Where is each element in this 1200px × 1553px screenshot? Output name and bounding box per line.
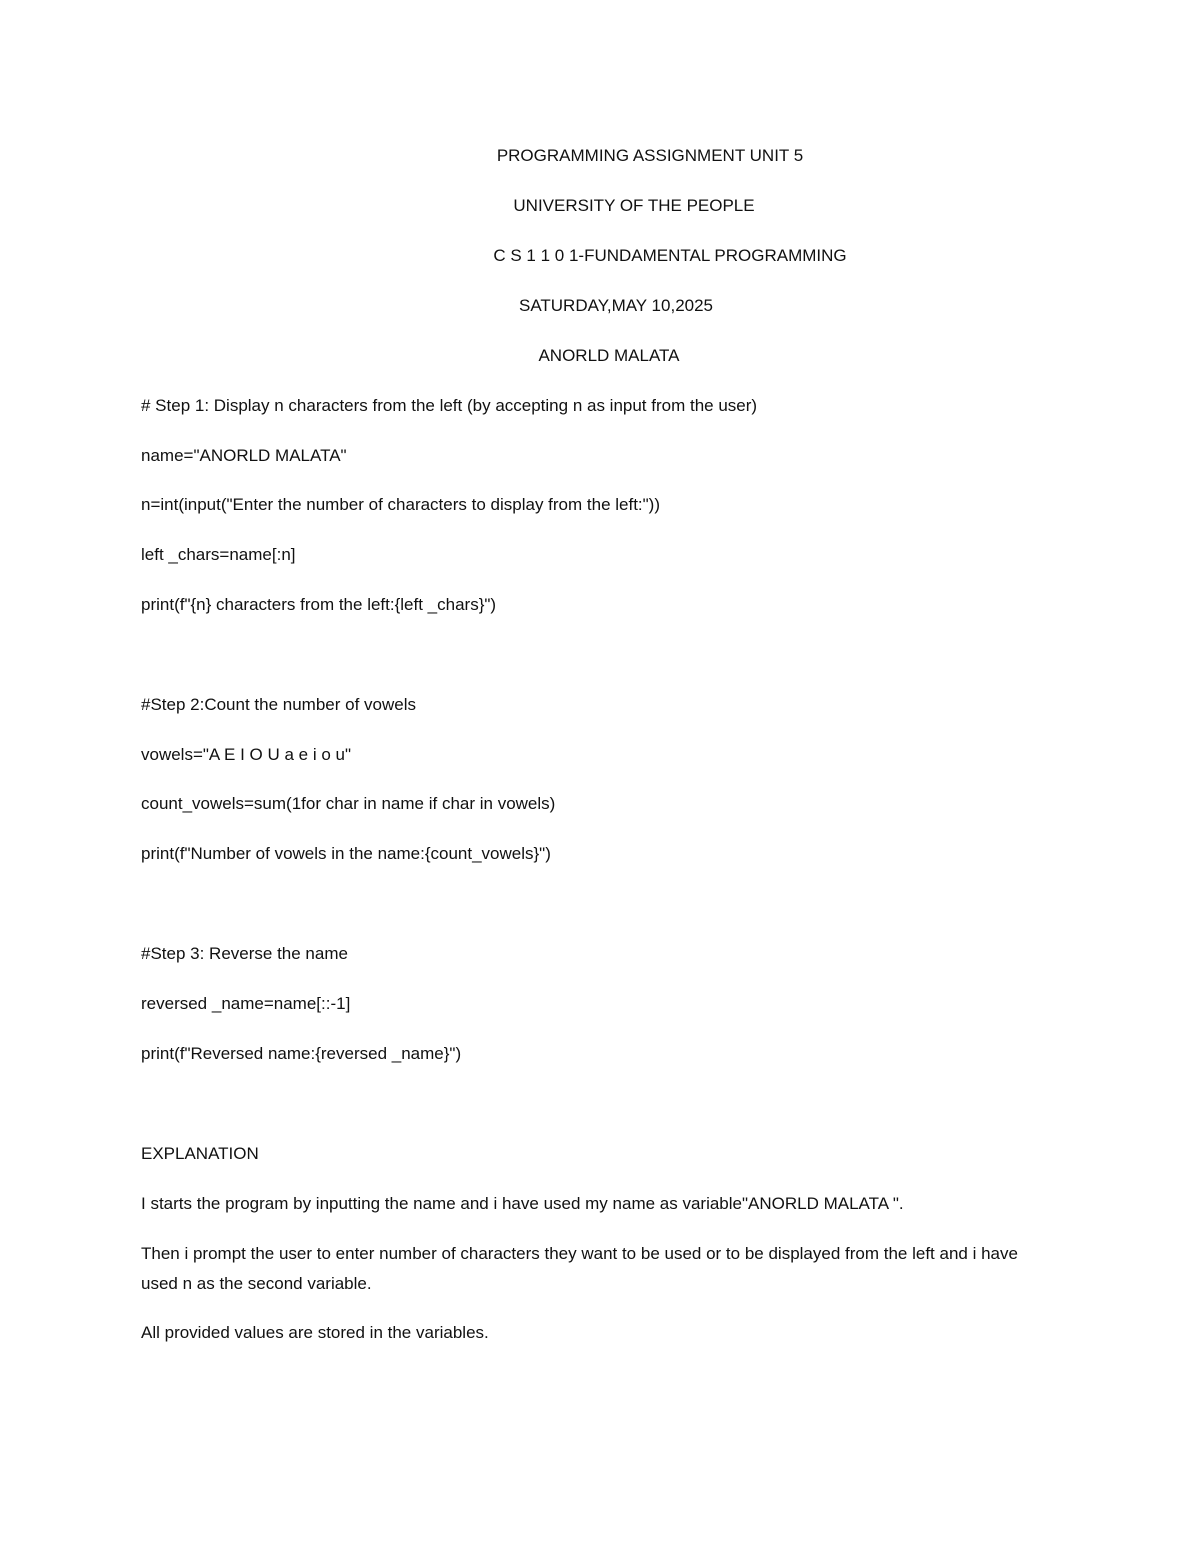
step2-code-line: count_vowels=sum(1for char in name if char in vowels)	[141, 794, 556, 813]
assignment-title: PROGRAMMING ASSIGNMENT UNIT 5	[496, 146, 804, 165]
step1-code-line: name="ANORLD MALATA"	[141, 446, 347, 465]
step2-code-line: print(f"Number of vowels in the name:{count_vowels}")	[141, 844, 551, 863]
author-name: ANORLD MALATA	[538, 346, 680, 365]
step3-code-line: print(f"Reversed name:{reversed _name}")	[141, 1044, 462, 1063]
step3-code-line: reversed _name=name[::-1]	[141, 994, 351, 1013]
step2-code-line: vowels="A E I O U a e i o u"	[141, 745, 352, 764]
course-name: C S 1 1 0 1-FUNDAMENTAL PROGRAMMING	[493, 246, 847, 265]
explanation-paragraph: I starts the program by inputting the name and i have used my name as variable"ANORLD MALATA ".	[141, 1194, 904, 1213]
explanation-paragraph: All provided values are stored in the variables.	[141, 1323, 489, 1342]
explanation-heading: EXPLANATION	[141, 1144, 259, 1163]
university-name: UNIVERSITY OF THE PEOPLE	[513, 196, 755, 215]
assignment-date: SATURDAY,MAY 10,2025	[518, 296, 714, 315]
step1-code-line: n=int(input("Enter the number of characters to display from the left:"))	[141, 495, 660, 514]
step1-comment: # Step 1: Display n characters from the left (by accepting n as input from the user)	[141, 396, 758, 415]
step1-code-line: print(f"{n} characters from the left:{left _chars}")	[141, 595, 497, 614]
step2-comment: #Step 2:Count the number of vowels	[141, 695, 416, 714]
explanation-paragraph: Then i prompt the user to enter number of characters they want to be used or to be displayed from the left and i have used n as the second variable.	[141, 1244, 1018, 1293]
step3-comment: #Step 3: Reverse the name	[141, 944, 348, 963]
step1-code-line: left _chars=name[:n]	[141, 545, 296, 564]
